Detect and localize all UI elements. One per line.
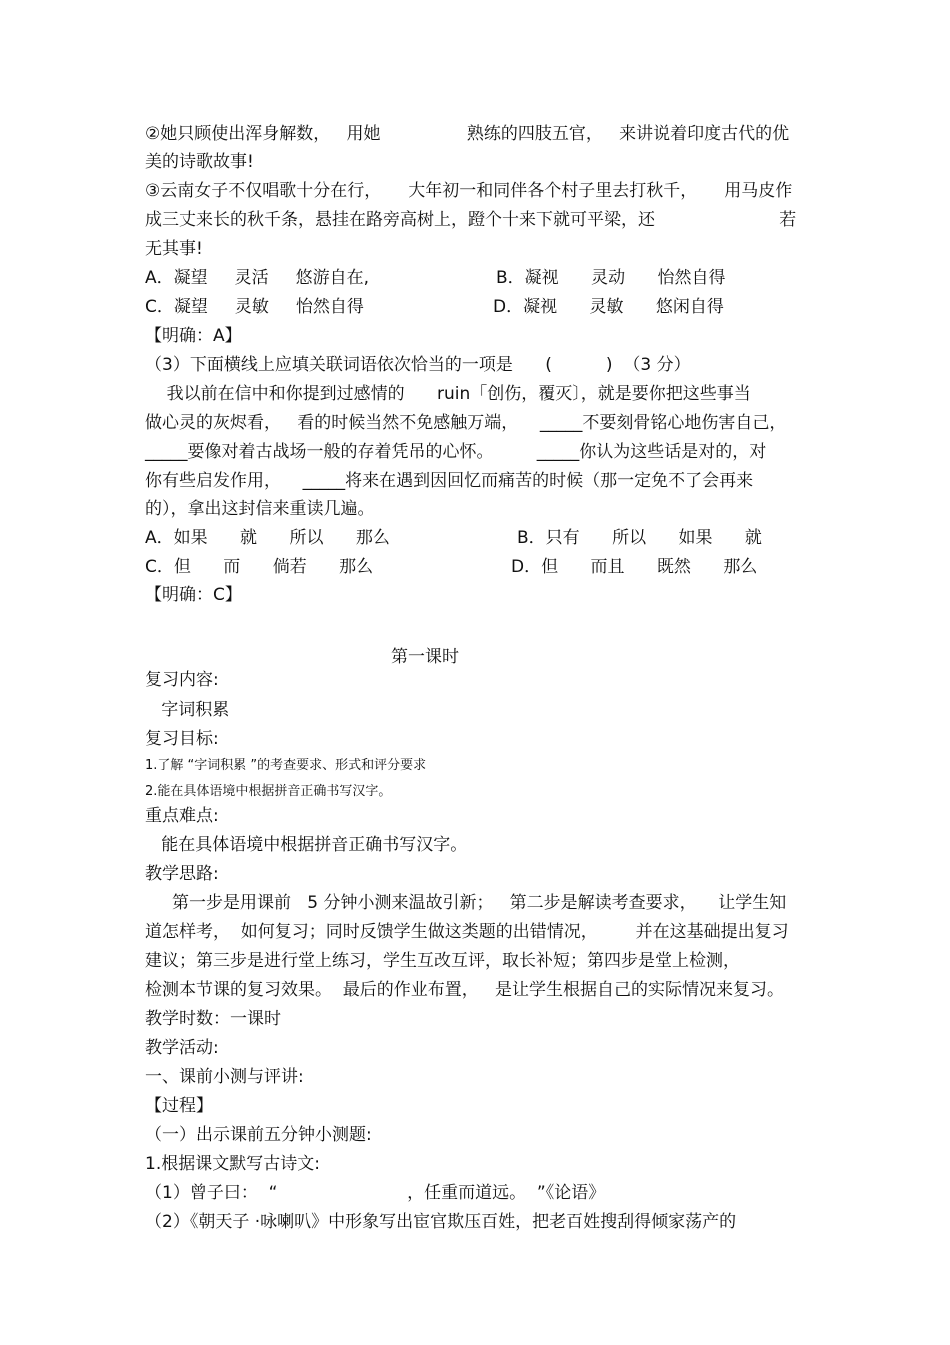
teaching-time: 教学时数：一课时 (145, 1009, 281, 1029)
teaching-activity: 教学活动: (145, 1038, 219, 1058)
teaching-idea-label: 教学思路: (145, 864, 219, 884)
q3-passage-4: 你有些启发作用， _____将来在遇到因回忆而痛苦的时候（那一定免不了会再来 (145, 471, 754, 491)
key-difficulty-label: 重点难点: (145, 806, 219, 826)
teaching-idea-2: 道怎样考， 如何复习；同时反馈学生做这类题的出错情况， 并在这基础提出复习 (145, 922, 789, 942)
q3-passage-3: _____要像对着古战场一般的存着凭吊的心怀。 _____你认为这些话是对的，对 (145, 442, 767, 462)
section-1: 一、课前小测与评讲: (145, 1067, 304, 1087)
key-difficulty-value: 能在具体语境中根据拼音正确书写汉字。 (145, 835, 468, 855)
review-content-value: 字词积累 (145, 700, 230, 720)
q2-item3-cont2: 无其事! (145, 239, 203, 259)
teaching-idea-4: 检测本节课的复习效果。 最后的作业布置， 是让学生根据自己的实际情况来复习。 (145, 980, 785, 1000)
q2-item2: ②她只顾使出浑身解数， 用她 熟练的四肢五官， 来讲说着印度古代的优 (145, 124, 790, 144)
review-goal-1: 1.了解 “字词积累 ”的考查要求、形式和评分要求 (145, 758, 427, 773)
q2-option-c: C．凝望 灵敏 怡然自得 (145, 297, 364, 317)
q2-option-d: D．凝视 灵敏 悠闲自得 (493, 297, 724, 317)
q2-item3: ③云南女子不仅唱歌十分在行， 大年初一和同伴各个村子里去打秋千， 用马皮作 (145, 181, 793, 201)
q2-option-b: B．凝视 灵动 怡然自得 (496, 268, 726, 288)
review-goal-2: 2.能在具体语境中根据拼音正确书写汉字。 (145, 784, 392, 799)
q3-option-c: C．但 而 倘若 那么 (145, 557, 374, 577)
task-1a: （1）曾子曰： “ ，任重而道远。 ”《论语》 (145, 1183, 606, 1203)
q2-option-a: A．凝望 灵活 悠游自在, (145, 268, 370, 288)
teaching-idea-1: 第一步是用课前 5 分钟小测来温故引新； 第二步是解读考查要求， 让学生知 (145, 893, 787, 913)
process-label: 【过程】 (145, 1096, 213, 1116)
q3-passage-2: 做心灵的灰烬看， 看的时候当然不免感触万端， _____不要刻骨铭心地伤害自己， (145, 413, 787, 433)
step-1: （一）出示课前五分钟小测题: (145, 1125, 372, 1145)
teaching-idea-3: 建议；第三步是进行堂上练习，学生互改互评，取长补短；第四步是堂上检测， (145, 951, 740, 971)
lesson-title: 第一课时 (391, 647, 459, 667)
task-1: 1.根据课文默写古诗文: (145, 1154, 320, 1174)
q3-passage-5: 的），拿出这封信来重读几遍。 (145, 499, 375, 519)
q3-option-d: D．但 而且 既然 那么 (511, 557, 758, 577)
q2-item3-cont: 成三丈来长的秋千条，悬挂在路旁高树上，蹬个十来下就可平梁，还 若 (145, 210, 797, 230)
q2-answer: 【明确：A】 (145, 326, 242, 346)
q3-option-a: A．如果 就 所以 那么 (145, 528, 390, 548)
q2-item2-cont: 美的诗歌故事! (145, 152, 254, 172)
review-goal-label: 复习目标: (145, 729, 219, 749)
q3-stem: （3）下面横线上应填关联词语依次恰当的一项是 ( ) （3 分） (145, 355, 691, 375)
q3-passage-1: 我以前在信中和你提到过感情的 ruin「创伤，覆灭〕，就是要你把这些事当 (145, 384, 751, 404)
q3-option-b: B．只有 所以 如果 就 (517, 528, 762, 548)
q3-answer: 【明确：C】 (145, 585, 242, 605)
review-content-label: 复习内容: (145, 670, 219, 690)
task-1b: （2）《朝天子 ·咏喇叭》中形象写出宦官欺压百姓，把老百姓搜刮得倾家荡产的 (145, 1212, 737, 1232)
